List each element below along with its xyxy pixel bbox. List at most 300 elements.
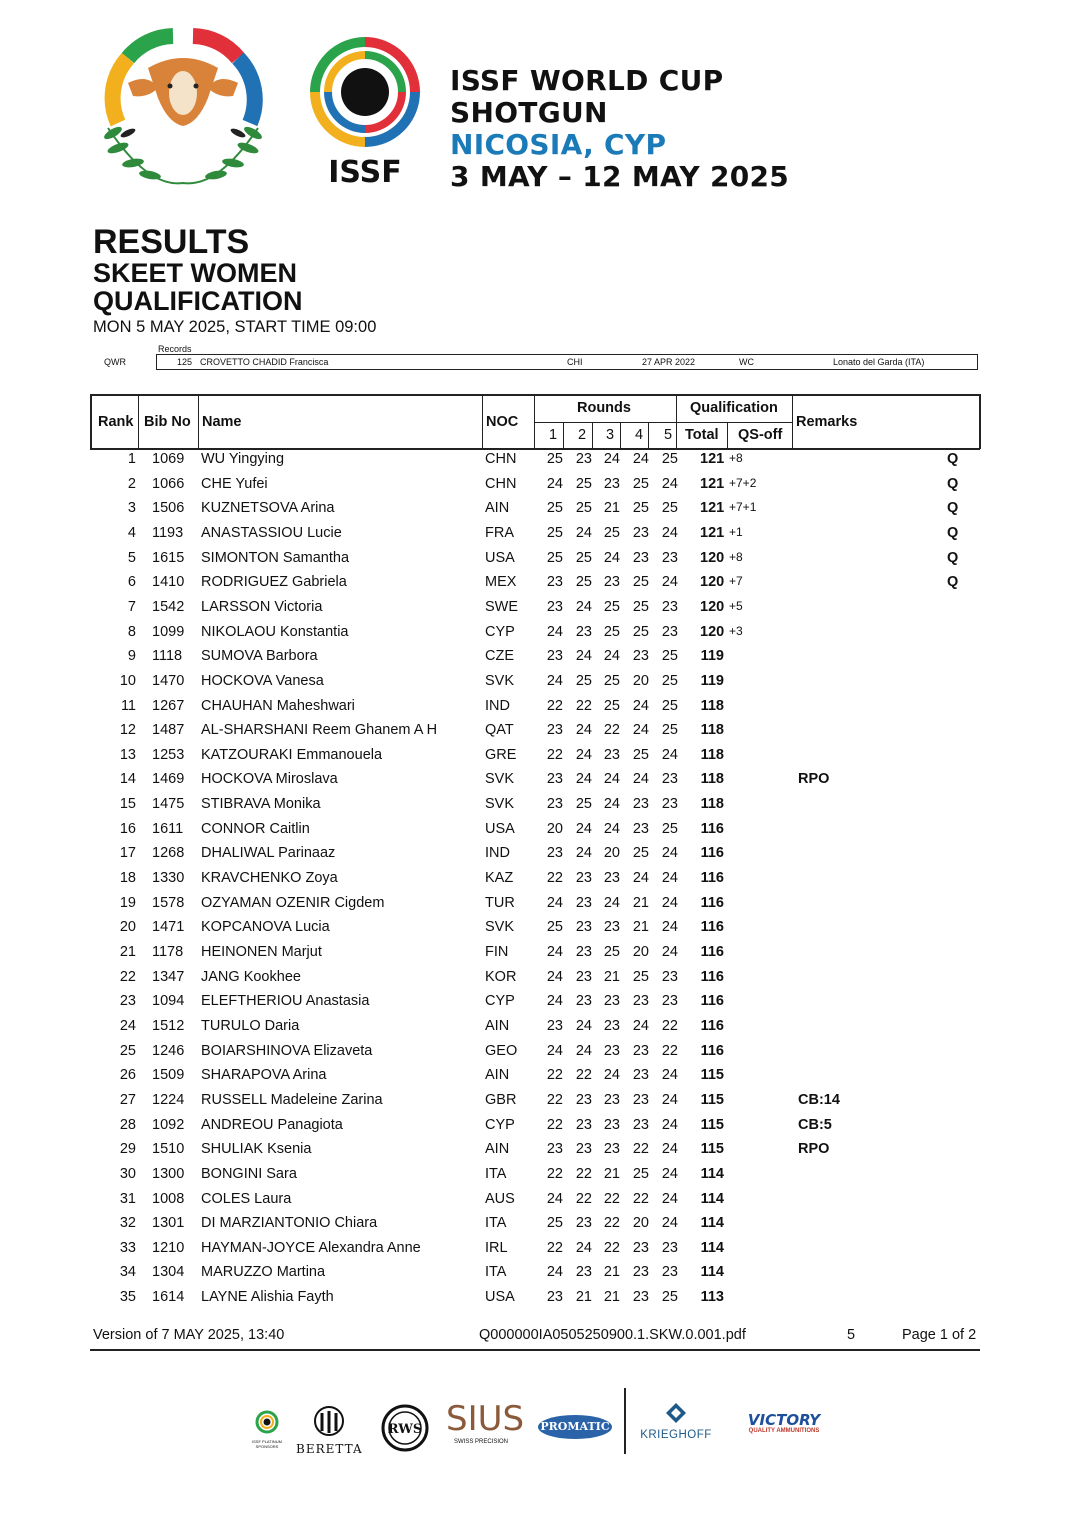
footer-file: Q000000IA0505250900.1.SKW.0.001.pdf <box>479 1327 746 1343</box>
noc-cell: ITA <box>485 1264 507 1281</box>
noc-cell: CZE <box>485 648 514 665</box>
noc-cell: KOR <box>485 968 517 985</box>
round-2-cell: 25 <box>575 500 592 517</box>
bib-cell: 1330 <box>152 870 185 887</box>
noc-cell: CHN <box>485 475 517 492</box>
table-row <box>90 648 980 673</box>
table-row <box>90 624 980 649</box>
round-5-cell: 23 <box>661 549 678 566</box>
round-5-cell: 23 <box>661 1264 678 1281</box>
bib-cell: 1092 <box>152 1116 185 1133</box>
round-3-cell: 24 <box>603 1067 620 1084</box>
total-cell: 114 <box>700 1239 724 1256</box>
round-5-cell: 25 <box>661 451 678 467</box>
footer-page: Page 1 of 2 <box>902 1327 977 1343</box>
noc-cell: FIN <box>485 944 509 960</box>
table-row <box>90 673 980 698</box>
total-cell: 114 <box>700 1264 724 1281</box>
results-title: RESULTS <box>93 223 250 261</box>
bib-cell: 1470 <box>152 672 185 689</box>
bib-cell: 1066 <box>152 475 185 492</box>
round-2-cell: 24 <box>575 771 592 788</box>
noc-cell: AUS <box>485 1190 515 1207</box>
qs-off-cell: +5 <box>729 598 743 613</box>
athlete-name-cell: DI MARZIANTONIO Chiara <box>201 1215 378 1232</box>
total-cell: 118 <box>700 697 724 714</box>
round-1-cell: 24 <box>546 623 563 640</box>
round-2-cell: 23 <box>575 919 592 936</box>
col-round-1: 1 <box>549 427 558 443</box>
noc-cell: SVK <box>485 919 515 936</box>
issf-mini-icon <box>255 1410 279 1434</box>
event-title-line2: SHOTGUN <box>450 96 608 129</box>
table-row <box>90 969 980 994</box>
round-4-cell: 24 <box>632 1017 649 1034</box>
round-4-cell: 21 <box>632 894 649 911</box>
round-5-cell: 24 <box>661 1067 678 1084</box>
round-1-cell: 25 <box>546 1215 563 1232</box>
bib-cell: 1099 <box>152 623 185 640</box>
table-row <box>90 1166 980 1191</box>
table-header <box>90 394 980 449</box>
table-row <box>90 574 980 599</box>
noc-cell: QAT <box>485 722 514 739</box>
table-row <box>90 1018 980 1043</box>
round-1-cell: 20 <box>546 820 563 837</box>
event-name: SKEET WOMEN <box>93 258 298 288</box>
table-row <box>90 845 980 870</box>
round-2-cell: 24 <box>575 845 592 862</box>
table-row <box>90 919 980 944</box>
round-3-cell: 23 <box>603 475 620 492</box>
round-1-cell: 24 <box>546 993 563 1010</box>
round-1-cell: 23 <box>546 1141 563 1158</box>
athlete-name-cell: OZYAMAN OZENIR Cigdem <box>201 894 385 911</box>
round-1-cell: 24 <box>546 894 563 911</box>
bib-cell: 1300 <box>152 1165 185 1182</box>
athlete-name-cell: CHE Yufei <box>201 475 268 492</box>
noc-cell: SVK <box>485 771 515 788</box>
rank-cell: 3 <box>127 500 136 517</box>
noc-cell: MEX <box>485 574 517 591</box>
bib-cell: 1614 <box>152 1289 185 1306</box>
bib-cell: 1506 <box>152 500 185 517</box>
bib-cell: 1008 <box>152 1190 185 1207</box>
total-cell: 121 <box>700 451 725 467</box>
qualified-mark-cell: Q <box>947 524 959 541</box>
round-5-cell: 24 <box>661 1116 678 1133</box>
round-1-cell: 22 <box>546 1116 563 1133</box>
footer-divider <box>90 1349 980 1351</box>
col-qualification: Qualification <box>690 400 778 416</box>
round-5-cell: 24 <box>661 1141 678 1158</box>
round-5-cell: 24 <box>661 1091 678 1108</box>
table-row <box>90 796 980 821</box>
noc-cell: KAZ <box>485 870 514 887</box>
round-4-cell: 20 <box>632 944 649 960</box>
remarks-cell: RPO <box>798 771 830 788</box>
round-1-cell: 22 <box>546 746 563 763</box>
round-4-cell: 23 <box>632 648 649 665</box>
round-2-cell: 22 <box>575 1190 592 1207</box>
round-5-cell: 22 <box>661 1017 678 1034</box>
records-label: Records <box>158 344 192 354</box>
qualified-mark-cell: Q <box>947 475 959 492</box>
qualified-mark-cell: Q <box>947 451 959 467</box>
qs-off-cell: +7+2 <box>729 475 757 490</box>
col-round-3: 3 <box>606 427 615 443</box>
round-2-cell: 25 <box>575 549 592 566</box>
noc-cell: GBR <box>485 1091 517 1108</box>
qualified-mark-cell: Q <box>947 549 959 566</box>
total-cell: 118 <box>700 771 724 788</box>
qs-off-cell: +7+1 <box>729 500 757 515</box>
round-1-cell: 24 <box>546 968 563 985</box>
bib-cell: 1615 <box>152 549 185 566</box>
total-cell: 116 <box>700 845 724 862</box>
bib-cell: 1512 <box>152 1017 185 1034</box>
round-5-cell: 25 <box>661 672 678 689</box>
total-cell: 114 <box>700 1215 724 1232</box>
round-3-cell: 25 <box>603 524 620 541</box>
round-3-cell: 23 <box>603 1017 620 1034</box>
round-3-cell: 24 <box>603 796 620 813</box>
bib-cell: 1253 <box>152 746 185 763</box>
total-cell: 116 <box>700 870 724 887</box>
sponsor-divider <box>624 1388 626 1454</box>
rank-cell: 6 <box>127 574 136 591</box>
table-row <box>90 451 980 476</box>
round-1-cell: 25 <box>546 919 563 936</box>
round-2-cell: 24 <box>575 1239 592 1256</box>
round-1-cell: 25 <box>546 549 563 566</box>
remarks-cell: CB:14 <box>798 1091 840 1108</box>
total-cell: 116 <box>700 894 724 911</box>
bib-cell: 1304 <box>152 1264 185 1281</box>
noc-cell: SVK <box>485 672 515 689</box>
total-cell: 116 <box>700 993 724 1010</box>
rank-cell: 24 <box>119 1017 136 1034</box>
round-4-cell: 23 <box>632 1289 649 1306</box>
round-3-cell: 24 <box>603 549 620 566</box>
issf-logo <box>300 30 430 190</box>
rank-cell: 23 <box>119 993 136 1010</box>
round-1-cell: 23 <box>546 722 563 739</box>
bib-cell: 1268 <box>152 845 185 862</box>
athlete-name-cell: STIBRAVA Monika <box>201 796 321 813</box>
noc-cell: SVK <box>485 796 515 813</box>
rank-cell: 12 <box>119 722 136 739</box>
athlete-name-cell: WU Yingying <box>201 451 285 467</box>
round-2-cell: 22 <box>575 1067 592 1084</box>
round-2-cell: 23 <box>575 993 592 1010</box>
round-1-cell: 23 <box>546 574 563 591</box>
noc-cell: AIN <box>485 1067 510 1084</box>
total-cell: 115 <box>700 1116 724 1133</box>
remarks-cell: CB:5 <box>798 1116 832 1133</box>
rank-cell: 10 <box>119 672 136 689</box>
round-2-cell: 24 <box>575 1017 592 1034</box>
round-4-cell: 25 <box>632 475 649 492</box>
athlete-name-cell: BOIARSHINOVA Elizaveta <box>201 1042 373 1059</box>
rank-cell: 32 <box>119 1215 136 1232</box>
round-5-cell: 25 <box>661 500 678 517</box>
nicosia-ram-logo <box>88 28 278 190</box>
round-4-cell: 24 <box>632 771 649 788</box>
athlete-name-cell: ANDREOU Panagiota <box>201 1116 343 1133</box>
round-2-cell: 23 <box>575 623 592 640</box>
bib-cell: 1542 <box>152 598 185 615</box>
round-3-cell: 23 <box>603 574 620 591</box>
table-row <box>90 599 980 624</box>
col-qs-off: QS-off <box>738 427 783 443</box>
round-1-cell: 22 <box>546 1067 563 1084</box>
athlete-name-cell: NIKOLAOU Konstantia <box>201 623 349 640</box>
round-4-cell: 23 <box>632 796 649 813</box>
table-row <box>90 771 980 796</box>
round-2-cell: 23 <box>575 451 592 467</box>
table-row <box>90 698 980 723</box>
round-4-cell: 21 <box>632 919 649 936</box>
noc-cell: SWE <box>485 598 519 615</box>
table-row <box>90 500 980 525</box>
table-row <box>90 944 980 969</box>
rank-cell: 29 <box>119 1141 136 1158</box>
round-4-cell: 23 <box>632 993 649 1010</box>
noc-cell: IND <box>485 697 510 714</box>
round-5-cell: 22 <box>661 1042 678 1059</box>
table-row <box>90 993 980 1018</box>
round-1-cell: 23 <box>546 1289 563 1306</box>
round-1-cell: 24 <box>546 475 563 492</box>
table-row <box>90 870 980 895</box>
record-place: Lonato del Garda (ITA) <box>833 357 925 367</box>
total-cell: 116 <box>700 1042 724 1059</box>
round-3-cell: 23 <box>603 993 620 1010</box>
round-2-cell: 24 <box>575 722 592 739</box>
qs-off-cell: +7 <box>729 574 743 589</box>
total-cell: 120 <box>700 549 725 566</box>
round-2-cell: 23 <box>575 944 592 960</box>
qs-off-cell: +1 <box>729 524 743 539</box>
round-4-cell: 24 <box>632 697 649 714</box>
sponsor-promatic: PROMATIC <box>538 1415 612 1439</box>
round-2-cell: 23 <box>575 1215 592 1232</box>
total-cell: 116 <box>700 1017 724 1034</box>
record-score: 125 <box>177 357 193 367</box>
col-rank: Rank <box>98 414 134 430</box>
round-1-cell: 24 <box>546 1264 563 1281</box>
round-1-cell: 23 <box>546 598 563 615</box>
athlete-name-cell: RODRIGUEZ Gabriela <box>201 574 347 591</box>
round-4-cell: 23 <box>632 549 649 566</box>
noc-cell: CYP <box>485 623 515 640</box>
bib-cell: 1267 <box>152 697 185 714</box>
round-2-cell: 24 <box>575 746 592 763</box>
svg-text:RWS: RWS <box>387 1422 423 1437</box>
athlete-name-cell: KATZOURAKI Emmanouela <box>201 746 383 763</box>
bib-cell: 1471 <box>152 919 185 936</box>
round-1-cell: 23 <box>546 796 563 813</box>
qs-off-cell: +8 <box>729 451 743 465</box>
round-5-cell: 25 <box>661 722 678 739</box>
round-2-cell: 23 <box>575 870 592 887</box>
noc-cell: CYP <box>485 1116 515 1133</box>
rank-cell: 16 <box>119 820 136 837</box>
round-5-cell: 24 <box>661 1165 678 1182</box>
round-4-cell: 25 <box>632 500 649 517</box>
table-row <box>90 1117 980 1142</box>
round-5-cell: 24 <box>661 845 678 862</box>
athlete-name-cell: ANASTASSIOU Lucie <box>201 524 342 541</box>
sponsor-krieghoff: KRIEGHOFF <box>638 1402 714 1441</box>
athlete-name-cell: DHALIWAL Parinaaz <box>201 845 336 862</box>
round-1-cell: 22 <box>546 697 563 714</box>
col-remarks: Remarks <box>796 414 858 430</box>
round-3-cell: 24 <box>603 894 620 911</box>
noc-cell: GRE <box>485 746 517 763</box>
round-4-cell: 25 <box>632 968 649 985</box>
beretta-logo-icon <box>312 1405 346 1437</box>
col-round-4: 4 <box>635 427 644 443</box>
round-4-cell: 25 <box>632 598 649 615</box>
total-cell: 115 <box>700 1141 724 1158</box>
round-1-cell: 22 <box>546 870 563 887</box>
bib-cell: 1069 <box>152 451 185 467</box>
round-5-cell: 24 <box>661 746 678 763</box>
round-3-cell: 22 <box>603 1215 620 1232</box>
athlete-name-cell: LAYNE Alishia Fayth <box>201 1289 334 1306</box>
rank-cell: 2 <box>127 475 136 492</box>
bib-cell: 1301 <box>152 1215 185 1232</box>
round-5-cell: 23 <box>661 771 678 788</box>
records-box <box>156 354 978 370</box>
table-row <box>90 476 980 501</box>
noc-cell: IRL <box>485 1239 508 1256</box>
table-row <box>90 525 980 550</box>
total-cell: 121 <box>700 500 725 517</box>
athlete-name-cell: RUSSELL Madeleine Zarina <box>201 1091 383 1108</box>
round-4-cell: 23 <box>632 1067 649 1084</box>
round-4-cell: 22 <box>632 1141 649 1158</box>
round-2-cell: 23 <box>575 968 592 985</box>
bib-cell: 1469 <box>152 771 185 788</box>
total-cell: 119 <box>700 648 724 665</box>
round-5-cell: 23 <box>661 1239 678 1256</box>
athlete-name-cell: KRAVCHENKO Zoya <box>201 870 338 887</box>
table-row <box>90 821 980 846</box>
col-bib: Bib No <box>144 414 191 430</box>
athlete-name-cell: TURULO Daria <box>201 1017 300 1034</box>
event-title-line1: ISSF WORLD CUP <box>450 64 724 97</box>
table-row <box>90 550 980 575</box>
round-5-cell: 25 <box>661 648 678 665</box>
athlete-name-cell: KOPCANOVA Lucia <box>201 919 330 936</box>
rank-cell: 1 <box>127 451 136 467</box>
total-cell: 115 <box>700 1091 724 1108</box>
round-2-cell: 25 <box>575 672 592 689</box>
round-2-cell: 24 <box>575 524 592 541</box>
bib-cell: 1410 <box>152 574 185 591</box>
col-rounds: Rounds <box>577 400 631 416</box>
noc-cell: USA <box>485 549 515 566</box>
sponsor-beretta: BERETTA <box>296 1405 362 1456</box>
bib-cell: 1094 <box>152 993 185 1010</box>
athlete-name-cell: ELEFTHERIOU Anastasia <box>201 993 370 1010</box>
round-2-cell: 23 <box>575 1141 592 1158</box>
athlete-name-cell: SHULIAK Ksenia <box>201 1141 312 1158</box>
round-1-cell: 25 <box>546 500 563 517</box>
round-4-cell: 24 <box>632 451 649 467</box>
rank-cell: 11 <box>120 697 136 714</box>
total-cell: 121 <box>700 524 725 541</box>
round-1-cell: 23 <box>546 771 563 788</box>
total-cell: 116 <box>700 968 724 985</box>
round-4-cell: 22 <box>632 1190 649 1207</box>
col-total: Total <box>685 427 719 443</box>
table-row <box>90 747 980 772</box>
table-row <box>90 1067 980 1092</box>
round-3-cell: 23 <box>603 1141 620 1158</box>
noc-cell: USA <box>485 1289 515 1306</box>
bib-cell: 1210 <box>152 1239 185 1256</box>
round-1-cell: 24 <box>546 1042 563 1059</box>
rank-cell: 8 <box>127 623 136 640</box>
rank-cell: 33 <box>119 1239 136 1256</box>
round-5-cell: 24 <box>661 1190 678 1207</box>
round-3-cell: 24 <box>603 648 620 665</box>
round-3-cell: 22 <box>603 722 620 739</box>
athlete-name-cell: HEINONEN Marjut <box>201 944 322 960</box>
athlete-name-cell: CONNOR Caitlin <box>201 820 310 837</box>
rank-cell: 20 <box>119 919 136 936</box>
record-holder: CROVETTO CHADID Francisca <box>200 357 329 367</box>
sponsor-sius: SIUS SWISS PRECISION <box>446 1399 525 1445</box>
athlete-name-cell: HOCKOVA Vanesa <box>201 672 324 689</box>
round-5-cell: 24 <box>661 870 678 887</box>
record-noc: CHI <box>567 357 583 367</box>
rank-cell: 14 <box>119 771 136 788</box>
round-5-cell: 25 <box>661 1289 678 1306</box>
round-3-cell: 23 <box>603 919 620 936</box>
round-4-cell: 23 <box>632 524 649 541</box>
rank-cell: 4 <box>127 524 136 541</box>
round-3-cell: 23 <box>603 1091 620 1108</box>
table-row <box>90 1240 980 1265</box>
noc-cell: AIN <box>485 1141 510 1158</box>
athlete-name-cell: LARSSON Victoria <box>201 598 323 615</box>
athlete-name-cell: KUZNETSOVA Arina <box>201 500 335 517</box>
col-name: Name <box>202 414 242 430</box>
round-3-cell: 23 <box>603 746 620 763</box>
noc-cell: ITA <box>485 1165 507 1182</box>
round-1-cell: 23 <box>546 1017 563 1034</box>
round-2-cell: 23 <box>575 1091 592 1108</box>
total-cell: 120 <box>700 598 725 615</box>
athlete-name-cell: MARUZZO Martina <box>201 1264 326 1281</box>
rank-cell: 19 <box>119 894 136 911</box>
bib-cell: 1246 <box>152 1042 185 1059</box>
total-cell: 118 <box>700 746 724 763</box>
record-date: 27 APR 2022 <box>642 357 696 367</box>
qualified-mark-cell: Q <box>947 574 959 591</box>
col-round-2: 2 <box>578 427 587 443</box>
round-1-cell: 22 <box>546 1165 563 1182</box>
round-3-cell: 21 <box>603 1264 620 1281</box>
rank-cell: 7 <box>127 598 136 615</box>
bib-cell: 1487 <box>152 722 185 739</box>
sponsor-rws <box>381 1404 429 1452</box>
